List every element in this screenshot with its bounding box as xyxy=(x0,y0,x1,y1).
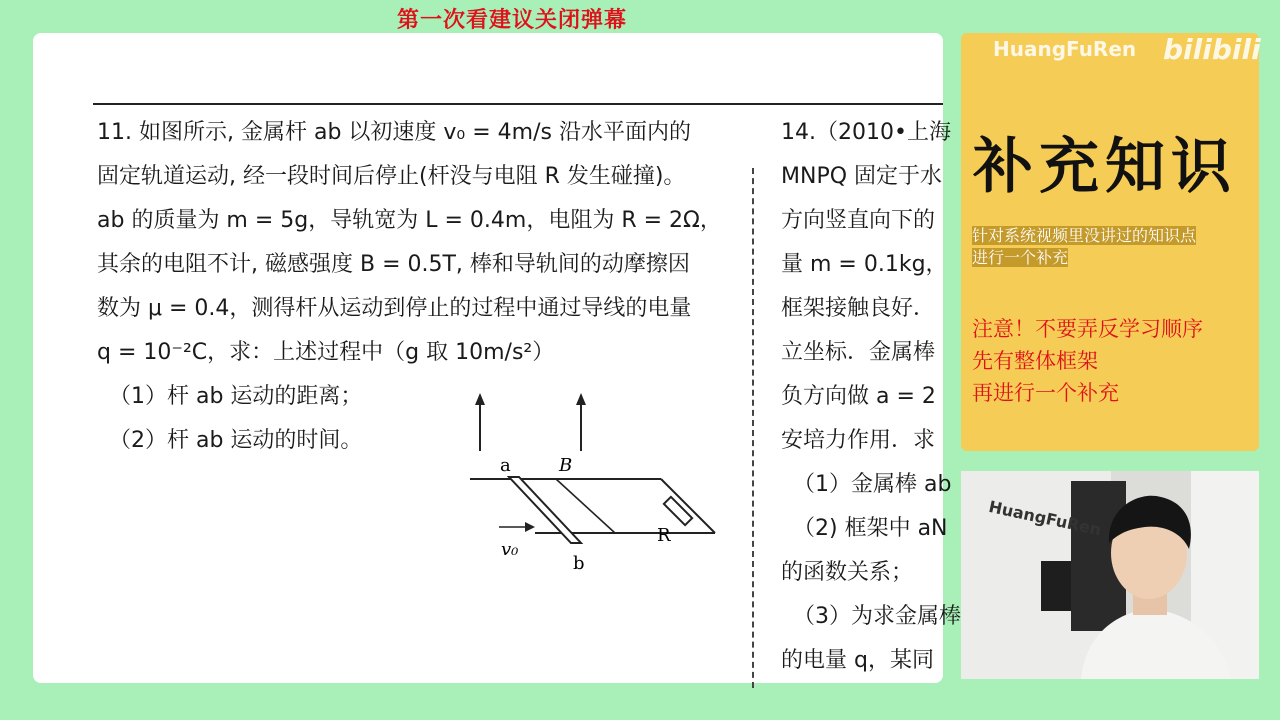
label-R: R xyxy=(657,525,671,546)
document-page xyxy=(33,33,961,683)
q14-line: 安培力作用．求 xyxy=(781,428,936,453)
q11-line: 其余的电阻不计, 磁感强度 B = 0.5T, 棒和导轨间的动摩擦因 xyxy=(97,252,690,277)
column-divider xyxy=(752,168,754,688)
q11-line: 固定轨道运动, 经一段时间后停止(杆没与电阻 R 发生碰撞)。 xyxy=(97,164,686,189)
q14-line: （1）金属棒 ab xyxy=(793,472,952,497)
warn-line-3: 再进行一个补充 xyxy=(972,381,1119,405)
panel-warning xyxy=(972,313,1203,409)
presenter-shirt xyxy=(1081,609,1231,679)
rail-diagram xyxy=(465,393,725,573)
q14-line: 负方向做 a = 2 xyxy=(781,384,936,409)
bilibili-logo: bilibili xyxy=(1163,33,1261,66)
desc-line-1: 针对系统视频里没讲过的知识点 xyxy=(972,226,1197,245)
q11-line: 数为 μ = 0.4，测得杆从运动到停止的过程中通过导线的电量 xyxy=(97,296,692,321)
q14-line: MNPQ 固定于水 xyxy=(781,164,943,189)
supplement-panel xyxy=(961,33,1259,451)
resistor-R xyxy=(664,497,692,525)
label-v0: v₀ xyxy=(501,539,519,560)
q14-line: （2) 框架中 aN xyxy=(793,516,948,541)
danmaku-banner: 第一次看建议关闭弹幕 xyxy=(396,8,627,33)
q11-sub2: （2）杆 ab 运动的时间。 xyxy=(109,428,363,453)
cam-wall-label: HuangFuRen xyxy=(987,497,1104,540)
desc-line-2: 进行一个补充 xyxy=(972,248,1069,267)
panel-description xyxy=(972,225,1196,269)
q11-sub1: （1）杆 ab 运动的距离； xyxy=(109,384,363,409)
channel-watermark: HuangFuRen xyxy=(993,37,1137,61)
q11-line: q = 10⁻²C，求：上述过程中（g 取 10m/s²） xyxy=(97,340,555,365)
q14-line: 14.（2010•上海 xyxy=(781,120,951,145)
arrow-head xyxy=(576,393,586,405)
q14-line: （3）为求金属棒 xyxy=(793,604,961,629)
warn-line-2: 先有整体框架 xyxy=(972,349,1098,373)
presenter-avatar xyxy=(1061,491,1241,679)
q14-line: 的函数关系； xyxy=(781,560,914,585)
q14-line: 的电量 q，某同 xyxy=(781,648,934,673)
label-b: b xyxy=(573,553,585,574)
panel-title: 补充知识 xyxy=(973,132,1237,202)
q14-line: 方向竖直向下的 xyxy=(781,208,936,233)
question-14 xyxy=(781,111,961,683)
q11-line: 11. 如图所示, 金属杆 ab 以初速度 v₀ = 4m/s 沿水平面内的 xyxy=(97,120,691,145)
warn-line-1: 注意！不要弄反学习顺序 xyxy=(972,317,1203,341)
q11-line: ab 的质量为 m = 5g，导轨宽为 L = 0.4m，电阻为 R = 2Ω， xyxy=(97,208,722,233)
label-a: a xyxy=(500,455,511,476)
arrow-head xyxy=(475,393,485,405)
label-B: B xyxy=(559,455,573,476)
arrow-head xyxy=(525,522,535,532)
q14-line: 框架接触良好． xyxy=(781,296,936,321)
q14-line: 量 m = 0.1kg， xyxy=(781,252,948,277)
q14-line: 立坐标．金属棒 xyxy=(781,340,936,365)
top-rule xyxy=(93,103,943,105)
webcam-feed xyxy=(961,471,1259,679)
